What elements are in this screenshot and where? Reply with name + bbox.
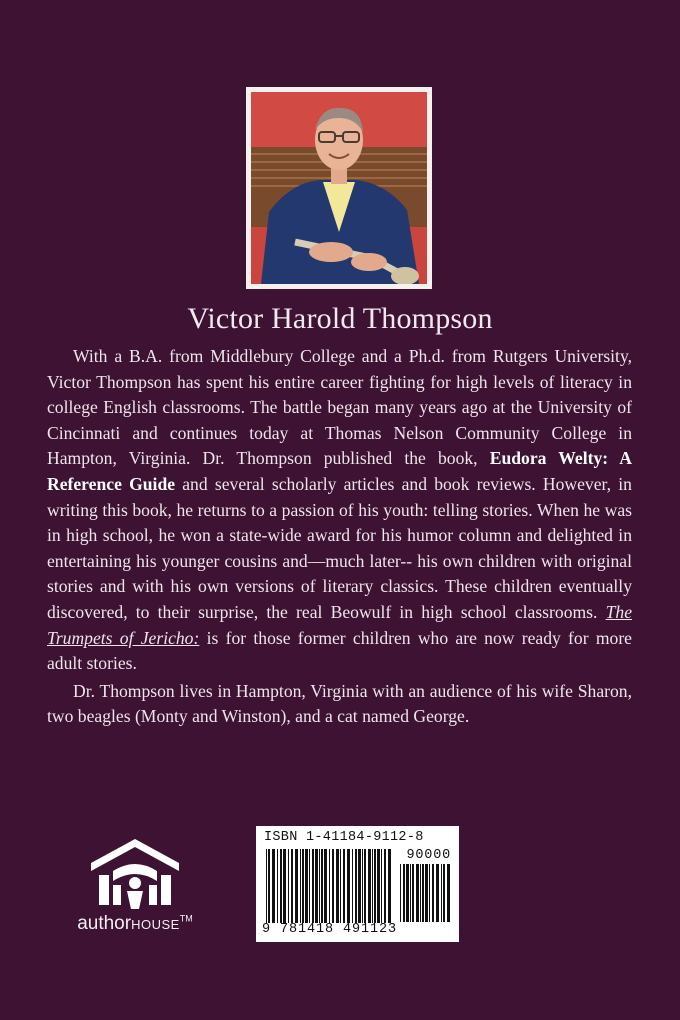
book-title-eudora-welty: Eudora Welty: A Reference Guide bbox=[47, 448, 632, 494]
bio-text-b: and several scholarly articles and book reviews. However, in writing this book, he returns to a passion of his youth: telling stories. When he was in high school, he won a state-wide award for his humor column and delighted in entertaining his younger cousins and—much later-- his own children with original stories and with his own versions of literary classics. These children eventually discovered, to their surprise, the real Beowulf in high school classrooms. bbox=[47, 473, 632, 622]
price-code: 90000 bbox=[406, 848, 451, 863]
author-bio bbox=[47, 344, 632, 730]
author-photo-frame bbox=[246, 87, 432, 289]
trademark-mark: TM bbox=[179, 913, 193, 924]
publisher-name-prefix: author bbox=[77, 913, 132, 934]
isbn-barcode bbox=[256, 826, 459, 942]
ean-barcode-bars bbox=[266, 849, 392, 923]
bio-text-c: is for those former children who are now ready for more adult stories. bbox=[47, 627, 632, 674]
publisher-logo bbox=[60, 835, 210, 945]
book-title-trumpets: The Trumpets of Jericho: bbox=[47, 601, 632, 648]
author-name: Victor Harold Thompson bbox=[187, 302, 493, 335]
author-photo bbox=[251, 92, 427, 284]
authorhouse-logo-icon bbox=[87, 835, 183, 911]
publisher-name bbox=[60, 913, 210, 935]
bio-text-a: With a B.A. from Middlebury College and a Ph.d. from Rutgers University, Victor Thompson has spent his entire career fighting for high levels of literacy in college English classrooms. The battle began many years ago at the University of Cincinnati and continues today at Thomas Nelson Community College in Hampton, Virginia. Dr. Thompson published the book, bbox=[47, 346, 632, 469]
addon-barcode-bars bbox=[400, 864, 450, 922]
publisher-name-suffix: HOUSE bbox=[131, 917, 180, 932]
bio-paragraph-1 bbox=[47, 344, 632, 677]
isbn-label: ISBN 1-41184-9112-8 bbox=[264, 830, 424, 845]
bio-paragraph-2: Dr. Thompson lives in Hampton, Virginia with an audience of his wife Sharon, two beagles (Monty and Winston), and a cat named George. bbox=[47, 680, 632, 727]
ean-digits: 9 781418 491123 bbox=[262, 922, 398, 937]
